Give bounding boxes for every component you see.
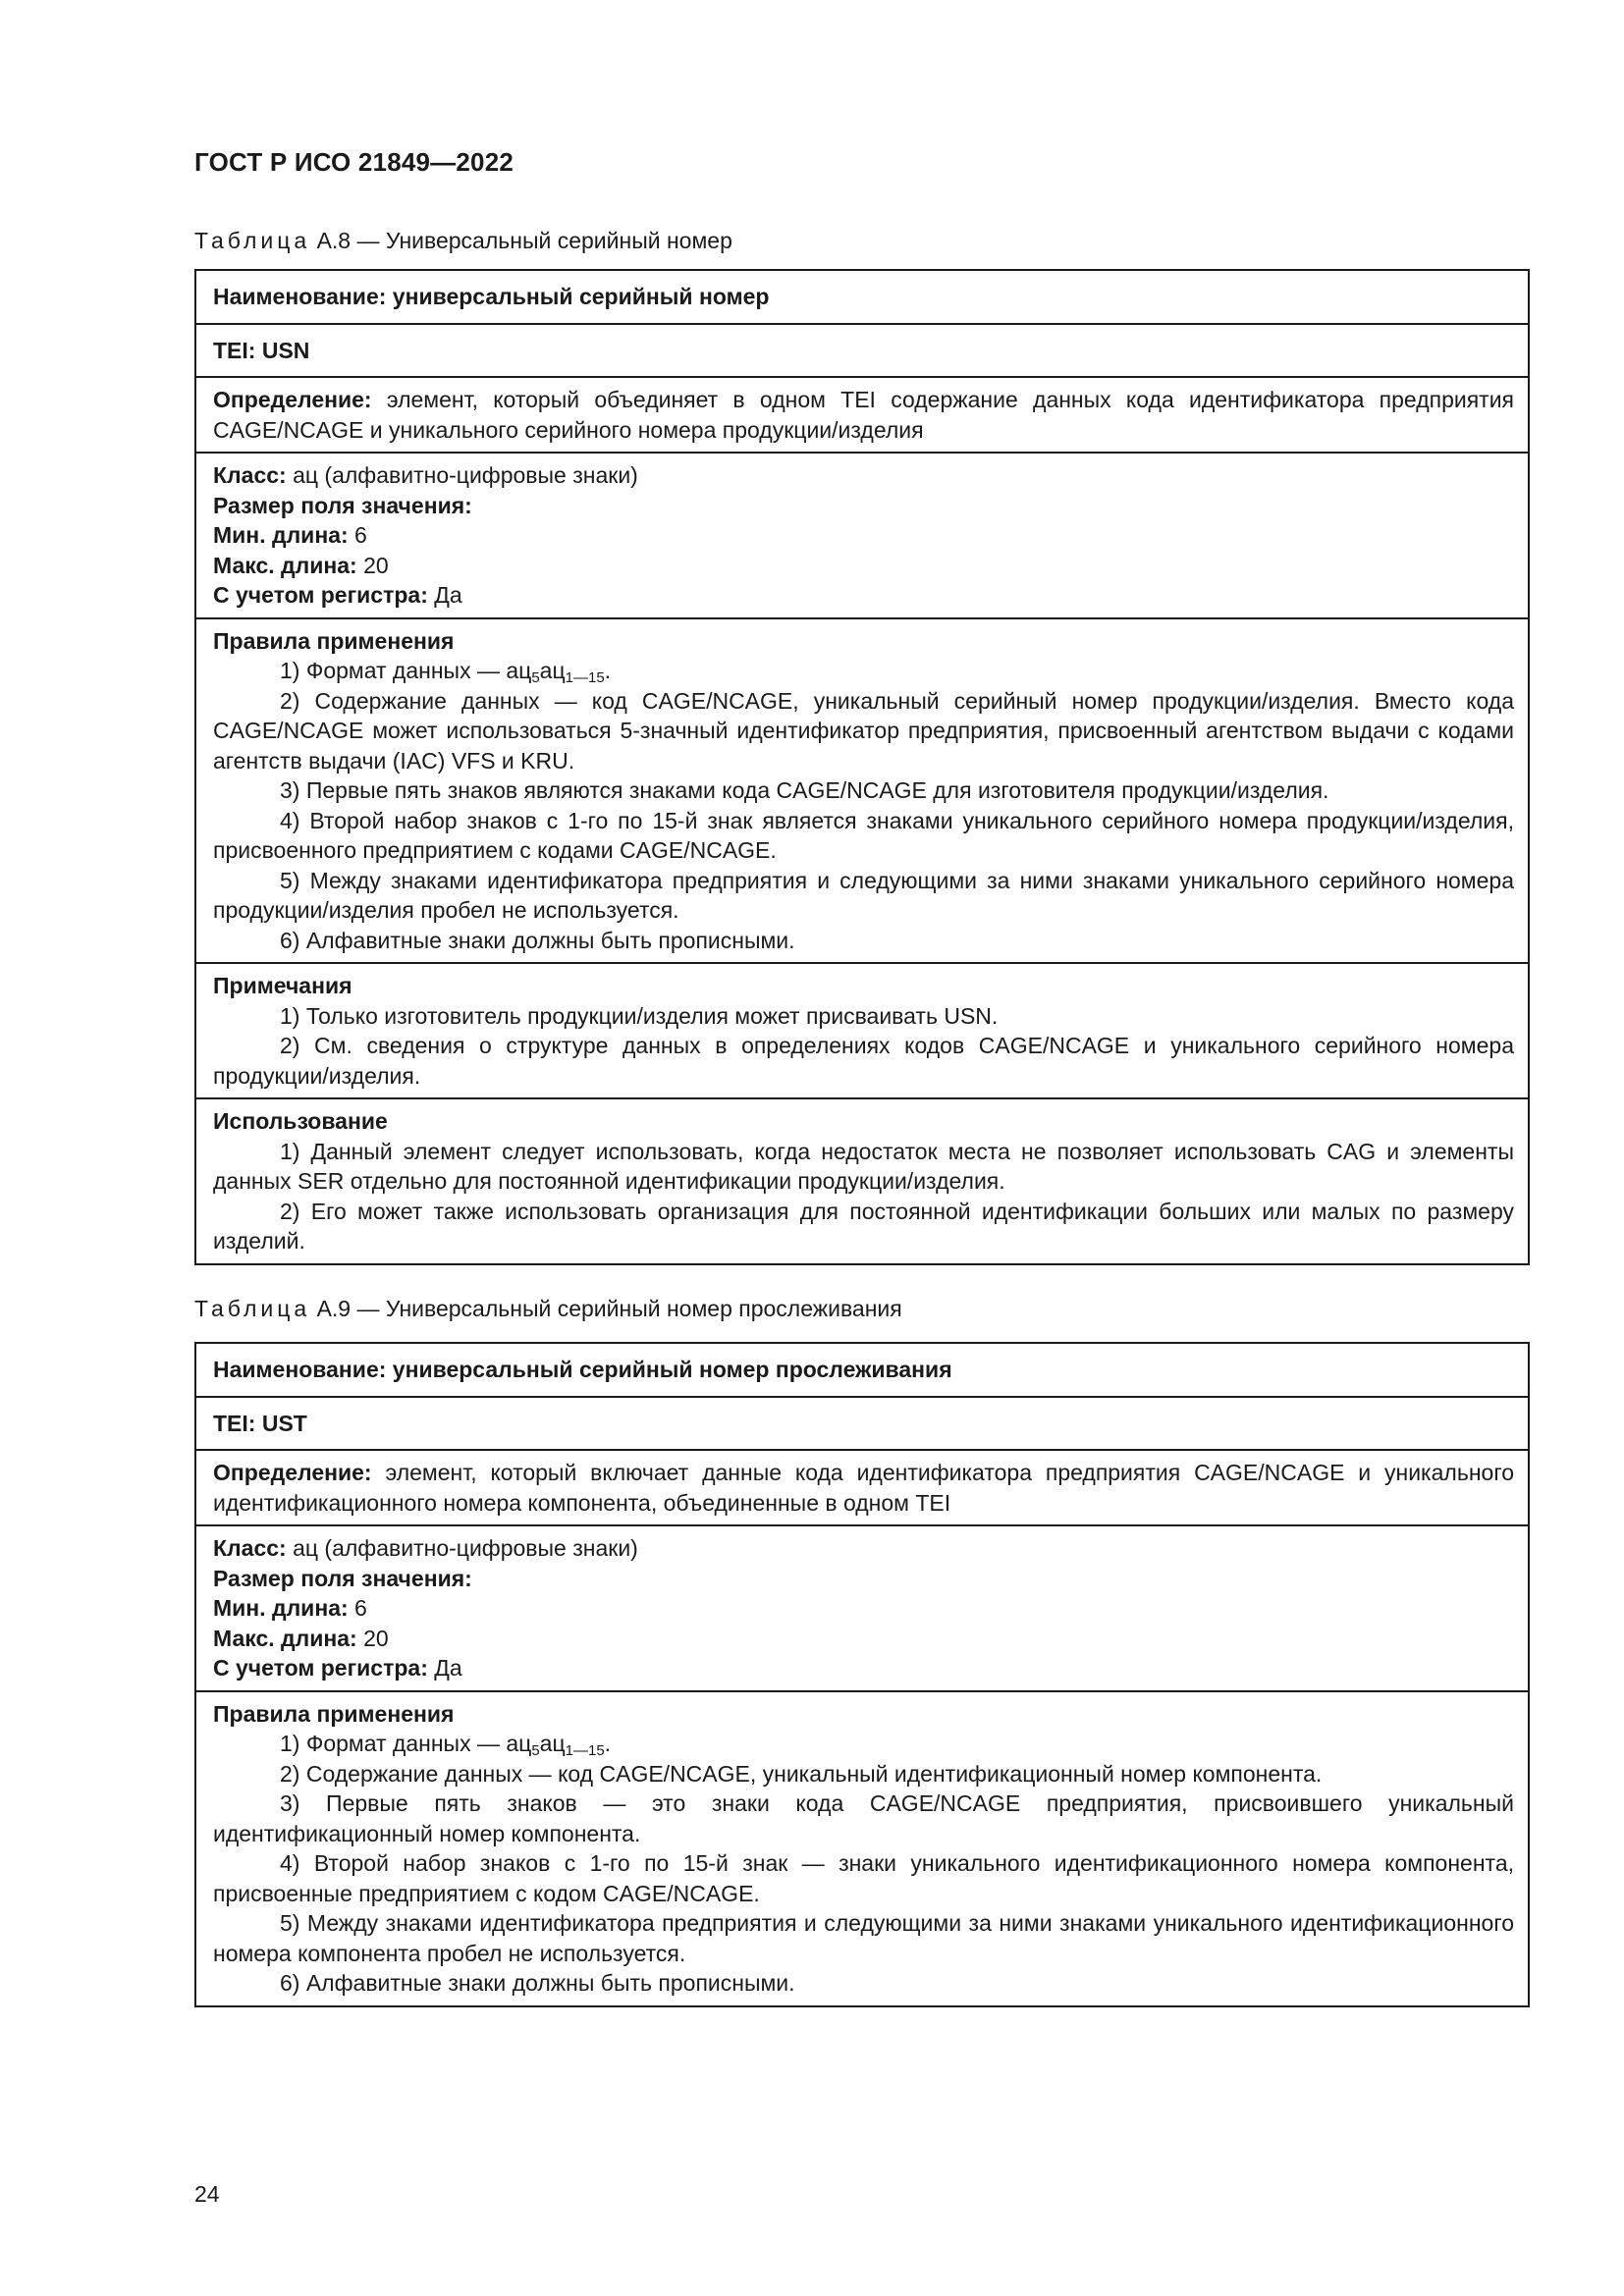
rule-2: 2) Содержание данных — код CAGE/NCAGE, уникальный серийный номер продукции/изделия. Вместо кода CAGE/NCAGE может использоваться 5-значный идентификатор предприятия, присвоенный агентством выдачи с кодами агентств выдачи (IAC) VFS и KRU. bbox=[213, 687, 1514, 774]
name-row: Наименование: универсальный серийный номер прослеживания bbox=[196, 1344, 1528, 1398]
note-1: 1) Только изготовитель продукции/изделия может присваивать USN. bbox=[280, 1002, 999, 1029]
name-row: Наименование: универсальный серийный номер bbox=[196, 271, 1528, 325]
table-a8-caption bbox=[194, 226, 732, 255]
definition-text: элемент, который включает данные кода идентификатора предприятия CAGE/NCAGE и уникального идентификационного номера компонента, объединенные в одном TEI bbox=[213, 1460, 1514, 1516]
rule-6: 6) Алфавитные знаки должны быть прописными. bbox=[280, 927, 795, 953]
rule-2: 2) Содержание данных — код CAGE/NCAGE, уникальный идентификационный номер компонента. bbox=[280, 1760, 1323, 1787]
rule-1-mid: ац bbox=[539, 658, 566, 683]
caption-text: А.9 — Универсальный серийный номер прослеживания bbox=[310, 1296, 902, 1321]
class-line bbox=[213, 1533, 1514, 1564]
rule-4: 4) Второй набор знаков с 1-го по 15-й знак является знаками уникального серийного номера продукции/изделия, присвоенного предприятием с кодами CAGE/NCAGE. bbox=[213, 807, 1514, 863]
field-size-label: Размер поля значения: bbox=[213, 1565, 472, 1591]
definition-label: Определение: bbox=[213, 1460, 372, 1485]
rules-row bbox=[196, 1692, 1528, 2005]
rule-1 bbox=[213, 656, 1514, 686]
case-label: С учетом регистра: bbox=[213, 1655, 428, 1681]
min-length-label: Мин. длина: bbox=[213, 522, 349, 548]
caption-word: Таблица bbox=[194, 228, 311, 253]
min-length-line bbox=[213, 520, 1514, 551]
max-length-label: Макс. длина: bbox=[213, 1625, 357, 1651]
class-label: Класс: bbox=[213, 1535, 287, 1561]
class-value: ац (алфавитно-цифровые знаки) bbox=[286, 462, 638, 488]
rule-3: 3) Первые пять знаков — это знаки кода CAGE/NCAGE предприятия, присвоившего уникальный идентификационный номер компонента. bbox=[213, 1790, 1514, 1846]
class-label: Класс: bbox=[213, 462, 287, 488]
rule-1-sub2: 1—15 bbox=[565, 669, 605, 686]
page-number: 24 bbox=[194, 2181, 220, 2207]
note-2: 2) См. сведения о структуре данных в определениях кодов CAGE/NCAGE и уникального серийного номера продукции/изделия. bbox=[213, 1033, 1514, 1089]
caption-word: Таблица bbox=[194, 1296, 311, 1321]
rule-1 bbox=[213, 1729, 1514, 1759]
usage-1: 1) Данный элемент следует использовать, когда недостаток места не позволяет использовать CAG и элементы данных SER отдельно для постоянной идентификации продукции/изделия. bbox=[213, 1138, 1514, 1194]
rule-6: 6) Алфавитные знаки должны быть прописными. bbox=[280, 1970, 795, 1996]
rule-1-sub1: 5 bbox=[531, 1742, 540, 1759]
definition-label: Определение: bbox=[213, 387, 372, 412]
document-header: ГОСТ Р ИСО 21849—2022 bbox=[194, 147, 514, 177]
min-length-value: 6 bbox=[348, 522, 367, 548]
class-line bbox=[213, 460, 1514, 491]
case-line bbox=[213, 580, 1514, 611]
caption-text: А.8 — Универсальный серийный номер bbox=[310, 228, 732, 253]
max-length-line bbox=[213, 551, 1514, 581]
rule-1-prefix: 1) Формат данных — ац bbox=[280, 658, 532, 683]
class-value: ац (алфавитно-цифровые знаки) bbox=[286, 1535, 638, 1561]
class-row bbox=[196, 1526, 1528, 1692]
tei-row: TEI: USN bbox=[196, 325, 1528, 379]
rule-5: 5) Между знаками идентификатора предприятия и следующими за ними знаками уникального идентификационного номера компонента пробел не используется. bbox=[213, 1910, 1514, 1966]
rule-3: 3) Первые пять знаков являются знаками кода CAGE/NCAGE для изготовителя продукции/изделия. bbox=[280, 777, 1329, 803]
case-line bbox=[213, 1653, 1514, 1683]
rules-title: Правила применения bbox=[213, 1700, 455, 1727]
rule-1-sub2: 1—15 bbox=[565, 1742, 605, 1759]
case-value: Да bbox=[427, 1655, 462, 1681]
case-label: С учетом регистра: bbox=[213, 582, 428, 608]
rule-1-end: . bbox=[604, 1731, 612, 1756]
table-a9 bbox=[194, 1342, 1530, 2007]
min-length-label: Мин. длина: bbox=[213, 1595, 349, 1621]
definition-row bbox=[196, 378, 1528, 454]
rules-title: Правила применения bbox=[213, 627, 455, 654]
rule-1-prefix: 1) Формат данных — ац bbox=[280, 1731, 532, 1756]
rule-4: 4) Второй набор знаков с 1-го по 15-й знак — знаки уникального идентификационного номера компонента, присвоенные предприятием с кодом CAGE/NCAGE. bbox=[213, 1850, 1514, 1906]
rule-1-mid: ац bbox=[539, 1731, 566, 1756]
min-length-value: 6 bbox=[348, 1595, 367, 1621]
usage-2: 2) Его может также использовать организация для постоянной идентификации больших или малых по размеру изделий. bbox=[213, 1198, 1514, 1254]
usage-title: Использование bbox=[213, 1108, 388, 1134]
tei-row: TEI: UST bbox=[196, 1398, 1528, 1452]
max-length-value: 20 bbox=[356, 552, 389, 578]
case-value: Да bbox=[427, 582, 462, 608]
notes-row bbox=[196, 964, 1528, 1099]
max-length-line bbox=[213, 1624, 1514, 1654]
notes-title: Примечания bbox=[213, 973, 352, 998]
table-a8 bbox=[194, 269, 1530, 1265]
min-length-line bbox=[213, 1593, 1514, 1624]
max-length-value: 20 bbox=[356, 1625, 389, 1651]
rule-1-end: . bbox=[604, 658, 612, 683]
max-length-label: Макс. длина: bbox=[213, 552, 357, 578]
rule-5: 5) Между знаками идентификатора предприятия и следующими за ними знаками уникального серийного номера продукции/изделия пробел не используется. bbox=[213, 867, 1514, 923]
class-row bbox=[196, 454, 1528, 619]
usage-row bbox=[196, 1099, 1528, 1263]
rules-row bbox=[196, 619, 1528, 965]
definition-row bbox=[196, 1451, 1528, 1526]
table-a9-caption bbox=[194, 1294, 902, 1323]
field-size-label: Размер поля значения: bbox=[213, 492, 472, 518]
rule-1-sub1: 5 bbox=[531, 669, 540, 686]
definition-text: элемент, который объединяет в одном TEI содержание данных кода идентификатора предприятия CAGE/NCAGE и уникального серийного номера продукции/изделия bbox=[213, 387, 1514, 443]
